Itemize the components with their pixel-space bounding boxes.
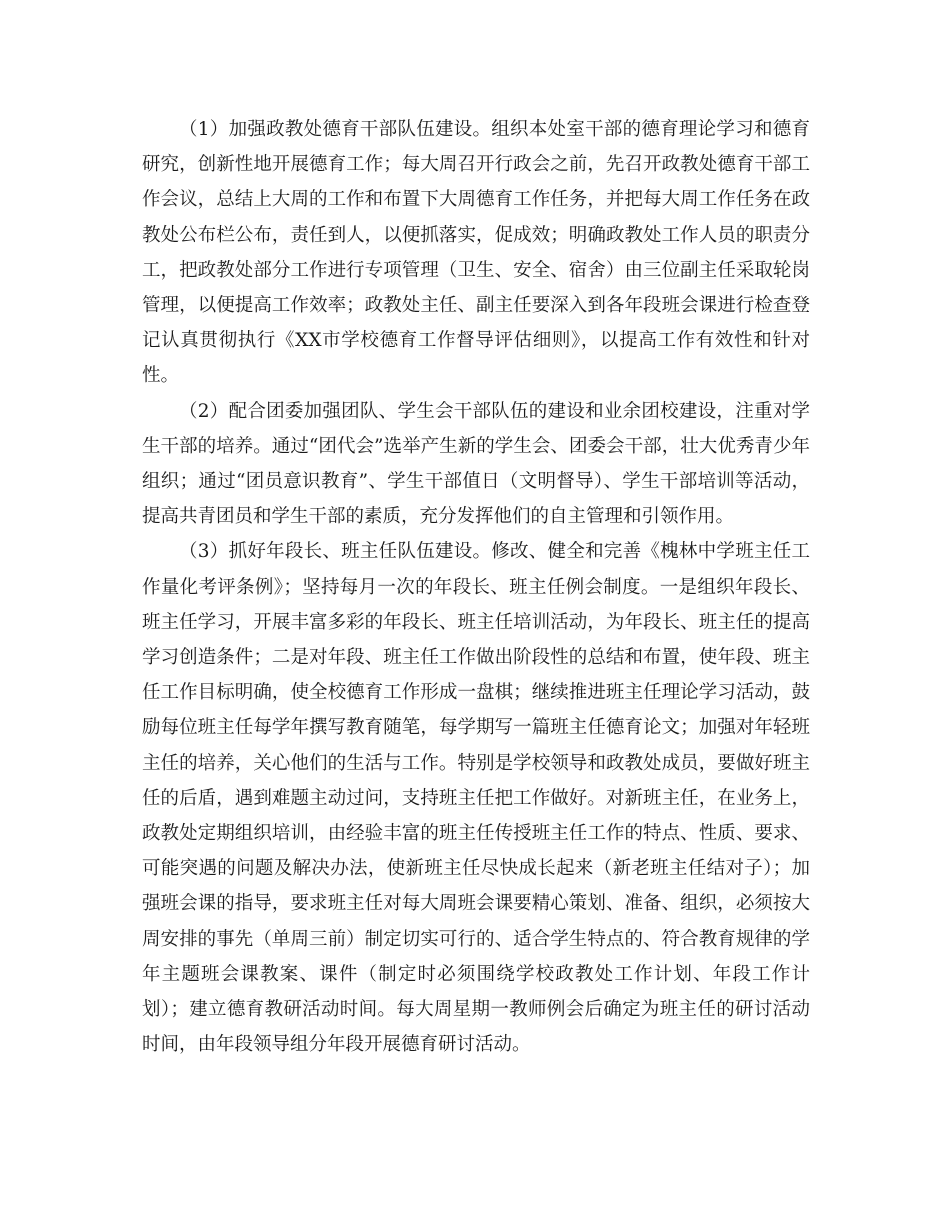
paragraph-3: （3）抓好年段长、班主任队伍建设。修改、健全和完善《槐林中学班主任工作量化考评条例》；坚持每月一次的年段长、班主任例会制度。一是组织年段长、班主任学习，开展丰富多彩的年段长、班主任培训活动，为年段长、班主任的提高学习创造条件；二是对年段、班主任工作做出阶段性的总结和布置，使年段、班主任工作目标明确，使全校德育工作形成一盘棋；继续推进班主任理论学习活动，鼓励每位班主任每学年撰写教育随笔，每学期写一篇班主任德育论文；加强对年轻班主任的培养，关心他们的生活与工作。特别是学校领导和政教处成员，要做好班主任的后盾，遇到难题主动过问，支持班主任把工作做好。对新班主任，在业务上，政教处定期组织培训，由经验丰富的班主任传授班主任工作的特点、性质、要求、可能突遇的问题及解决办法，使新班主任尽快成长起来（新老班主任结对子）；加强班会课的指导，要求班主任对每大周班会课要精心策划、准备、组织，必须按大周安排的事先（单周三前）制定切实可行的、适合学生特点的、符合教育规律的学年主题班会课教案、课件（制定时必须围绕学校政教处工作计划、年段工作计划）；建立德育教研活动时间。每大周星期一教师例会后确定为班主任的研讨活动时间，由年段领导组分年段开展德育研讨活动。 [142,541,810,1056]
paragraph-2: （2）配合团委加强团队、学生会干部队伍的建设和业余团校建设，注重对学生干部的培养。通过“团代会”选举产生新的学生会、团委会干部，壮大优秀青少年组织；通过“团员意识教育”、学生干部值日（文明督导）、学生干部培训等活动，提高共青团员和学生干部的素质，充分发挥他们的自主管理和引领作用。 [142,400,810,528]
paragraph-1: （1）加强政教处德育干部队伍建设。组织本处室干部的德育理论学习和德育研究，创新性地开展德育工作；每大周召开行政会之前，先召开政教处德育干部工作会议，总结上大周的工作和布置下大周德育工作任务，并把每大周工作任务在政教处公布栏公布，责任到人，以便抓落实，促成效；明确政教处工作人员的职责分工，把政教处部分工作进行专项管理（卫生、安全、宿舍）由三位副主任采取轮岗管理，以便提高工作效率；政教处主任、副主任要深入到各年段班会课进行检查登记认真贯彻执行《XX市学校德育工作督导评估细则》，以提高工作有效性和针对性。 [142,119,810,387]
document-body [142,112,810,1062]
